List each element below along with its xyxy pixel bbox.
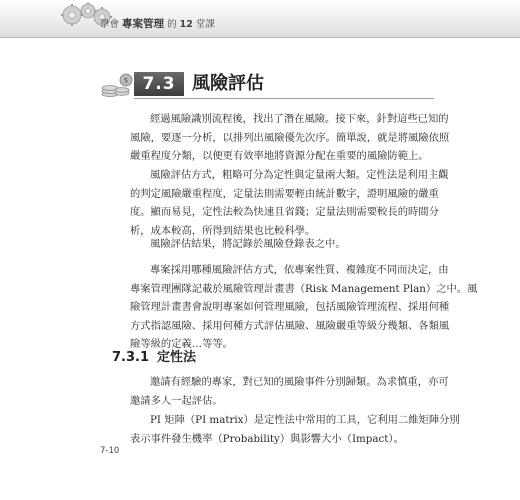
dollar-sign: $ [123,76,129,85]
text-line: 表示事件發生機率（Probability）與影響大小（Impact）。 [130,432,404,445]
text-line: 專案管理團隊記載於風險管理計畫書（Risk Management Plan）之中。風 [130,282,478,295]
text-line: 險等級的定義…等等。 [130,338,233,350]
header-divider [0,37,520,38]
text-line: 析，成本較高，所得到結果也比較科學。 [130,224,316,237]
text-line: 風險，要逐一分析，以排列出風險優先次序。簡單說，就是將風險依照 [130,131,450,144]
text-line: 度。顯而易見，定性法較為快速且省錢；定量法則需要較長的時間分 [130,206,439,218]
section-number: 7.3 [134,72,184,96]
subsection-number: 7.3.1 [112,350,150,365]
text-line: 風險評估方式，粗略可分為定性與定量兩大類。定性法是利用主觀 [150,169,449,181]
paragraph-2 [130,166,449,240]
header-main-title: 專案管理 [122,18,165,30]
text-line: 專案採用哪種風險評估方式，依專案性質、複雜度不同而決定，由 [150,264,449,276]
text-line: PI 矩陣（PI matrix）是定性法中常用的工具，它利用二維矩陣分別 [150,414,460,426]
header-prefix: 學會 [100,19,120,30]
sub-paragraph-2 [130,411,460,448]
page-number: 7-10 [100,446,120,456]
paragraph-3 [130,235,422,254]
header-number: 12 [179,19,193,30]
section-heading [100,72,430,96]
header-mid: 的 [167,19,177,30]
text-line: 的判定風險嚴重程度，定量法則需要輕由統計數字，證明風險的嚴重 [130,187,439,200]
text-line: 風險評估結果，將記錄於風險登錄表之中。 [150,238,346,250]
text-line: 邀請有經驗的專家，對已知的風險事件分別歸類。為求慎重，亦可 [150,376,449,388]
header-suffix: 堂課 [195,19,215,30]
text-line: 險管理計畫書會說明專案如何管理風險，包括風險管理流程、採用何種 [130,301,450,313]
subsection-title: 定性法 [157,350,197,365]
section-underline [134,98,434,99]
text-line: 經過風險識別流程後，找出了潛在風險。接下來，針對這些已知的 [150,113,449,125]
sub-paragraph-1 [130,373,449,410]
text-line: 邀請多人一起評估。 [130,394,223,407]
paragraph-1 [130,110,450,166]
section-title: 風險評估 [192,73,264,94]
text-line: 嚴重程度分類，以便更有效率地將資源分配在重要的風險防範上。 [130,150,429,162]
running-header [100,16,215,31]
paragraph-4 [130,261,478,354]
coins-icon [100,72,134,98]
text-line: 方式指認風險、採用何種方式評估風險、風險嚴重等級分幾類、各類風 [130,319,450,332]
subsection-heading [112,346,196,365]
